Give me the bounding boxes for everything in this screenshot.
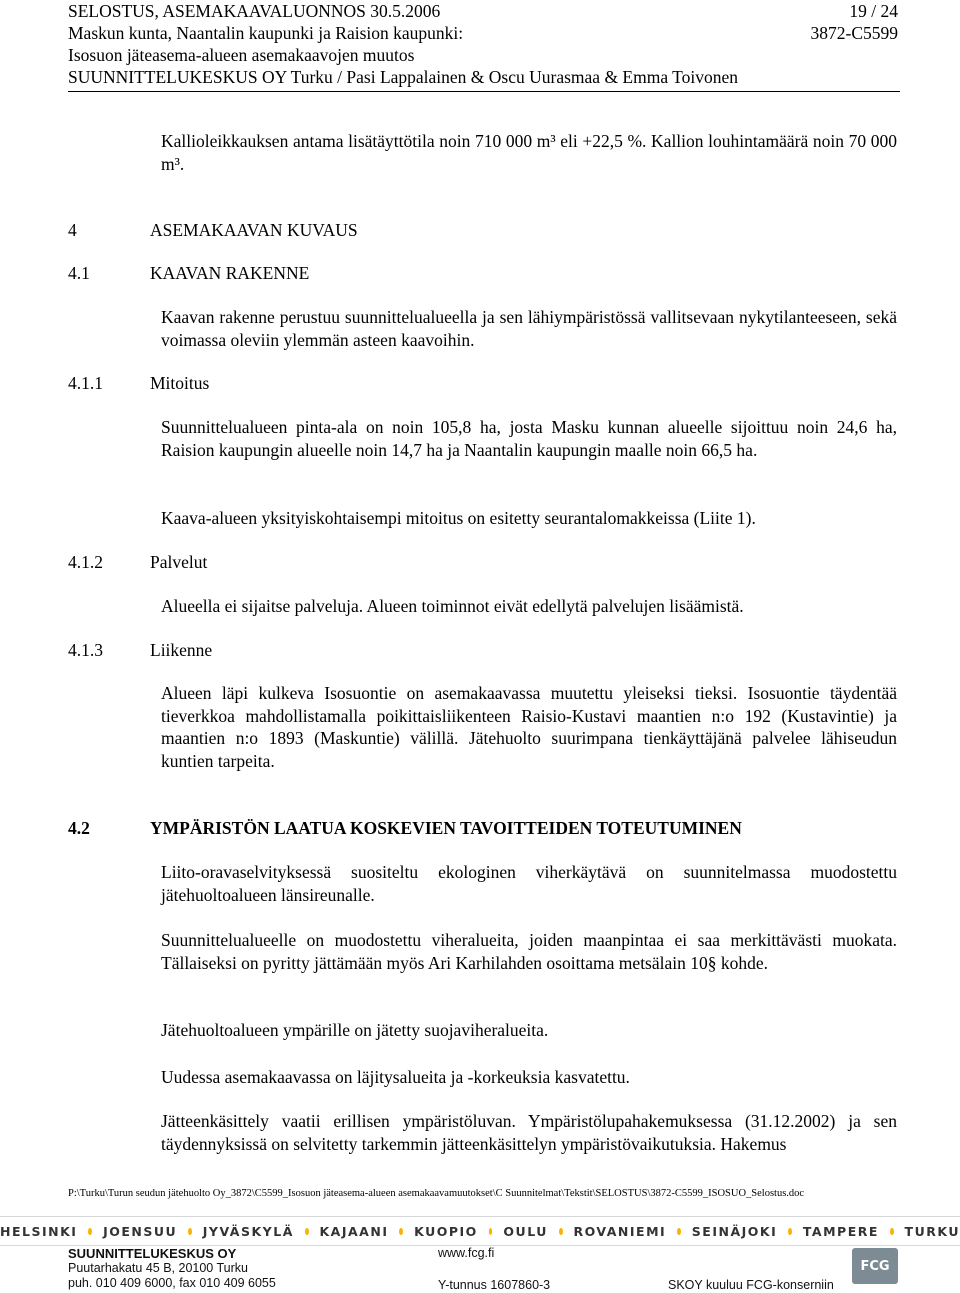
city-name: TAMPERE (802, 1223, 879, 1239)
city-separator-dot (489, 1228, 493, 1235)
city-name: KUOPIO (414, 1223, 478, 1239)
header-line-4: SUUNNITTELUKESKUS OY Turku / Pasi Lappalainen & Oscu Uurasmaa & Emma Toivonen (68, 67, 739, 87)
city-separator-dot (188, 1228, 192, 1235)
header-line-3: Isosuon jäteasema-alueen asemakaavojen muutos (68, 45, 415, 65)
city-name: JYVÄSKYLÄ (202, 1223, 294, 1239)
section-4-1-1-title: Mitoitus (150, 373, 210, 393)
city-name: TURKU (904, 1223, 960, 1239)
footer-website: www.fcg.fi (438, 1246, 495, 1260)
footer-phone: puh. 010 409 6000, fax 010 409 6055 (68, 1276, 276, 1290)
header-line-2 (68, 22, 898, 44)
section-4-2-number: 4.2 (68, 818, 90, 838)
city-separator-dot (677, 1228, 681, 1235)
section-4-number: 4 (68, 220, 77, 240)
section-4-1-1-number: 4.1.1 (68, 373, 103, 393)
city-separator-dot (88, 1228, 92, 1235)
section-4-2-paragraph-4: Uudessa asemakaavassa on läjitysalueita ja -korkeuksia kasvatettu. (161, 1067, 630, 1087)
city-separator-dot (890, 1228, 894, 1235)
section-4-1-1-text-1: Suunnittelualueen pinta-ala on noin 105,8 ha, josta Masku kunnan alueelle sijoittuu noin 24,6 ha, Raision kaupungin alueelle noin 14,7 ha ja Naantalin kaupungin maalle noin 66,5 ha. (161, 417, 897, 460)
section-4-1-text: Kaavan rakenne perustuu suunnittelualueella ja sen lähiympäristössä vallitsevaan nykytilanteeseen, sekä voimassa oleviin ylemmän asteen kaavoihin. (161, 307, 897, 350)
footer-address: Puutarhakatu 45 B, 20100 Turku (68, 1261, 248, 1275)
section-4-1-2-title: Palvelut (150, 552, 208, 572)
city-name: SEINÄJOKI (691, 1223, 778, 1239)
section-4-2-paragraph-3: Jätehuoltoalueen ympärille on jätetty suojaviheralueita. (161, 1020, 549, 1040)
section-4-1-2-number: 4.1.2 (68, 552, 103, 572)
section-4-1-title: KAAVAN RAKENNE (150, 263, 310, 283)
file-path: P:\Turku\Turun seudun jätehuolto Oy_3872\C5599_Isosuon jäteasema-alueen asemakaavamuutokset\C Suunnitelmat\Tekstit\SELOSTUS\3872-C5599_ISOSUO_Selostus.doc (68, 1188, 805, 1199)
project-number: 3872-C5599 (810, 23, 898, 43)
document-title: SELOSTUS, ASEMAKAAVALUONNOS 30.5.2006 (68, 1, 441, 21)
city-separator-dot (788, 1228, 792, 1235)
header-line-1 (68, 0, 898, 22)
section-4-1-3-title: Liikenne (150, 640, 213, 660)
section-4-2-paragraph-5: Jätteenkäsittely vaatii erillisen ympäristöluvan. Ympäristölupahakemuksessa (31.12.2002) ja sen täydennyksissä on selvitetty tarkemmin jätteenkäsittelyn ympäristövaikutuksia. Hakemus (161, 1111, 897, 1154)
city-bar (0, 1216, 960, 1246)
section-4-1-2-text: Alueella ei sijaitse palveluja. Alueen toiminnot eivät edellytä palvelujen lisäämistä. (161, 596, 744, 616)
section-4-2-paragraph-1: Liito-oravaselvityksessä suositeltu ekologinen viherkäytävä on suunnitelmassa muodostettu jätehuoltoalueen länsireunalle. (161, 862, 897, 905)
city-name: KAJAANI (319, 1223, 389, 1239)
section-4-1-3-text: Alueen läpi kulkeva Isosuontie on asemakaavassa muutettu yleiseksi tieksi. Isosuontie täydentää tieverkkoa mahdollistamalla poikittaisliikenteen Raisio-Kustavi maantien n:o 192 (Kustavintie) ja maantien n:o 1893 (Maskuntie) välillä. Jätehuolto suurimpana tienkäyttäjänä palvelee lähiseudun kuntien tarpeita. (161, 683, 897, 771)
section-4-title: ASEMAKAAVAN KUVAUS (150, 220, 358, 240)
page-number: 19 / 24 (849, 1, 898, 21)
section-4-2-paragraph-2: Suunnittelualueelle on muodostettu viheralueita, joiden maanpintaa ei saa merkittävästi muokata. Tällaiseksi on pyritty jättämään myös Ari Karhilahden osoittama metsälain 10§ kohde. (161, 930, 897, 973)
city-separator-dot (559, 1228, 563, 1235)
footer-company: SUUNNITTELUKESKUS OY (68, 1246, 237, 1261)
intro-paragraph: Kallioleikkauksen antama lisätäyttötila noin 710 000 m³ eli +22,5 %. Kallion louhintamäärä noin 70 000 m³. (161, 131, 897, 174)
city-separator-dot (399, 1228, 403, 1235)
section-4-2-title: YMPÄRISTÖN LAATUA KOSKEVIEN TAVOITTEIDEN TOTEUTUMINEN (150, 818, 742, 838)
footer-business-id: Y-tunnus 1607860-3 (438, 1278, 551, 1292)
city-name: OULU (503, 1223, 548, 1239)
city-name: HELSINKI (0, 1223, 78, 1239)
section-4-1-1-text-2: Kaava-alueen yksityiskohtaisempi mitoitus on esitetty seurantalomakkeissa (Liite 1). (161, 508, 756, 528)
fcg-logo-icon: FCG (852, 1248, 898, 1284)
section-4-1-3-number: 4.1.3 (68, 640, 103, 660)
city-name: ROVANIEMI (573, 1223, 667, 1239)
city-name: JOENSUU (103, 1223, 178, 1239)
section-4-1-number: 4.1 (68, 263, 90, 283)
header-rule (68, 91, 900, 92)
city-separator-dot (305, 1228, 309, 1235)
municipalities: Maskun kunta, Naantalin kaupunki ja Raision kaupunki: (68, 23, 464, 43)
footer-group: SKOY kuuluu FCG-konserniin (668, 1278, 834, 1292)
